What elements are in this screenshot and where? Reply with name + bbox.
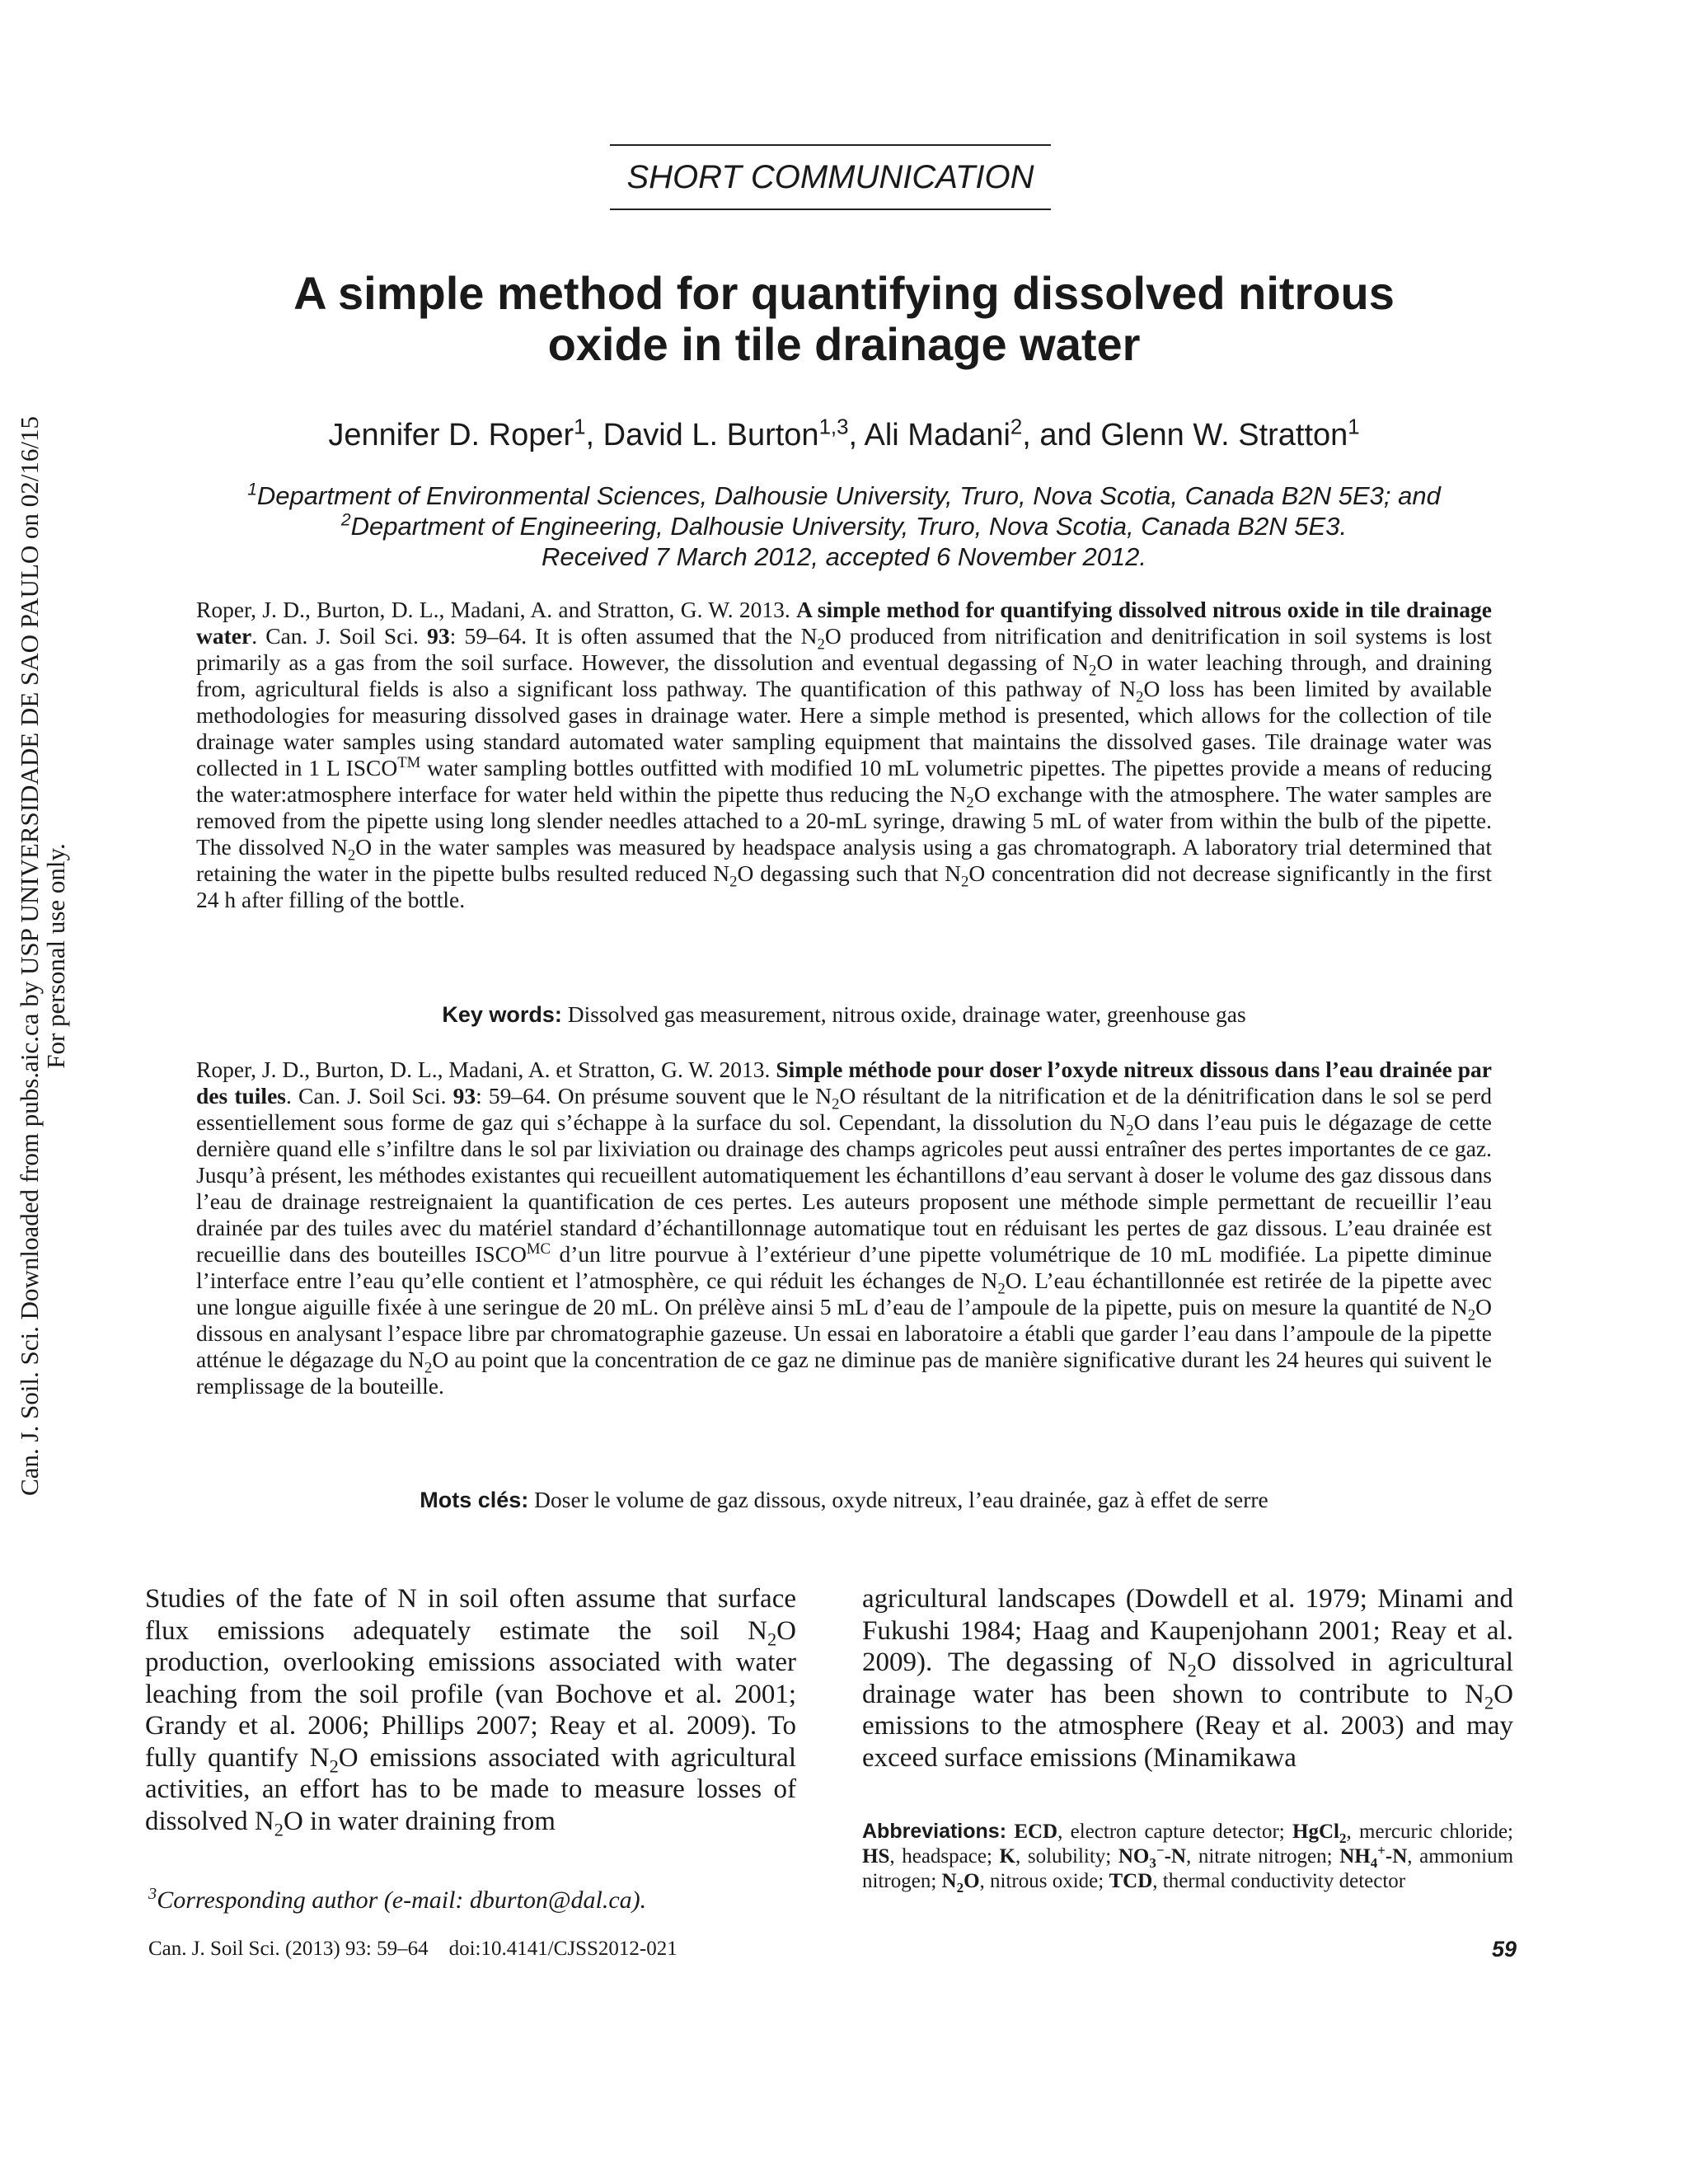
received-dates: Received 7 March 2012, accepted 6 November 2012.: [541, 542, 1147, 571]
corresponding-author-footnote: [148, 1886, 824, 1915]
title-line-1: A simple method for quantifying dissolved nitrous: [293, 267, 1395, 319]
affiliation-mark: 1: [574, 415, 586, 439]
abstract-french: Roper, J. D., Burton, D. L., Madani, A. et Stratton, G. W. 2013. Simple méthode pour doser l’oxyde nitreux dissous dans l’eau drainée par des tuiles. Can. J. Soil Sci. 93: 59–64. On présume souvent que le $N_2O$ résultant de la nitrification et de la dénitrification dans le sol se perd essentiellement sous forme de gaz qui s’échappe à la surface du sol. Cependant, la dissolution du $N_2O$ dans l’eau puis le dégazage de cette dernière quand elle s’infiltre dans le sol par lixiviation ou drainage des champs agricoles peut aussi entraîner des pertes importantes de ce gaz. Jusqu’à présent, les méthodes existantes qui recueillent automatiquement les échantillons d’eau servant à doser le volume des gaz dissous dans l’eau de drainage restreignaient la quantification de ces pertes. Les auteurs proposent une méthode simple permettant de recueillir l’eau drainée par des tuiles avec du matériel standard d’échantillonnage automatique tout en réduisant les pertes de gaz dissous. L’eau drainée est recueillie dans des bouteilles $ISCO^{MC}$ d’un litre pourvue à l’extérieur d’une pipette volumétrique de 10 mL modifiée. La pipette diminue l’interface entre l’eau qu’elle contient et l’atmosphère, ce qui réduit les échanges de $N_2O$. L’eau échantillonnée est retirée de la pipette avec une longue aiguille fixée à une seringue de 20 mL. On prélève ainsi 5 mL d’eau de l’ampoule de la pipette, puis on mesure la quantité de $N_2O$ dissous en analysant l’espace libre par chromatographie gazeuse. Un essai en laboratoire a établi que garder l’eau dans l’ampoule de la pipette atténue le dégazage du $N_2O$ au point que la concentration de ce gaz ne diminue pas de manière significative durant les 24 heures qui suivent le remplissage de la bouteille.: [196, 1057, 1493, 1399]
keywords-english: [196, 1001, 1492, 1029]
abbreviations-box: Abbreviations: ECD, electron capture detector; HgCl$_2$, mercuric chloride; HS, headspace; K, solubility; $NO_3^--N$, nitrate nitrogen; $NH_4^+-N$, ammonium nitrogen; $N_2O$, nitrous oxide; TCD, thermal conductivity detector: [862, 1820, 1514, 1896]
volume: 93: [427, 623, 450, 649]
affiliation-mark: 1,3: [818, 415, 849, 439]
author-list: Jennifer D. Roper$^1$, David L. Burton$^{1,3}$, Ali Madani$^2$, and Glenn W. Stratton$^1$: [328, 415, 1360, 452]
body-column-right: agricultural landscapes (Dowdell et al. 1979; Minami and Fukushi 1984; Haag and Kaupenjohann 2001; Reay et al. 2009). The degassing of $N_2O$ dissolved in agricultural drainage water has been shown to contribute to $N_2O$ emissions to the atmosphere (Reay et al. 2003) and may exceed surface emissions (Minamikawa: [862, 1584, 1514, 1773]
section-header: [610, 144, 1051, 210]
keywords-french: [196, 1486, 1492, 1514]
author-name: Ali Madani: [864, 418, 1010, 452]
author-name: Jennifer D. Roper: [328, 418, 574, 452]
keywords-text: Dissolved gas measurement, nitrous oxide, drainage water, greenhouse gas: [561, 1001, 1246, 1027]
affiliation-mark: 2: [1010, 415, 1023, 439]
download-sidebar: [16, 297, 99, 1615]
section-label: SHORT COMMUNICATION: [626, 159, 1034, 195]
download-notice: Can. J. Soil. Sci. Downloaded from pubs.aic.ca by USP UNIVERSIDADE DE SAO PAULO on 02/16/15: [15, 416, 44, 1496]
keywords-label: Key words:: [442, 1002, 562, 1027]
author-name: David L. Burton: [603, 418, 819, 452]
footnote-text: Corresponding author (e-mail: dburton@dal.ca).: [157, 1886, 647, 1914]
affiliation-1: $^1$Department of Environmental Sciences, Dalhousie University, Truro, Nova Scotia, Canada B2N 5E3; and: [247, 480, 1441, 510]
keywords-text: Doser le volume de gaz dissous, oxyde nitreux, l’eau drainée, gaz à effet de serre: [528, 1487, 1268, 1512]
affiliation-2: $^2$Department of Engineering, Dalhousie University, Truro, Nova Scotia, Canada B2N 5E3.: [340, 510, 1348, 541]
footer-citation: Can. J. Soil Sci. (2013) 93: 59–64 doi:10.4141/CJSS2012-021: [148, 1938, 678, 1960]
personal-use-notice: For personal use only.: [41, 843, 70, 1069]
footnote-mark: 3: [148, 1885, 157, 1903]
page-number: 59: [1491, 1937, 1517, 1961]
affiliations: [165, 480, 1523, 572]
abstract-english: Roper, J. D., Burton, D. L., Madani, A. and Stratton, G. W. 2013. A simple method for quantifying dissolved nitrous oxide in tile drainage water. Can. J. Soil Sci. 93: 59–64. It is often assumed that the $N_2O$ produced from nitrification and denitrification in soil systems is lost primarily as a gas from the soil surface. However, the dissolution and eventual degassing of $N_2O$ in water leaching through, and draining from, agricultural fields is also a significant loss pathway. The quantification of this pathway of $N_2O$ loss has been limited by available methodologies for measuring dissolved gases in drainage water. Here a simple method is presented, which allows for the collection of tile drainage water samples using standard automated water sampling equipment that maintains the dissolved gases. Tile drainage water was collected in 1 L ISCO™ water sampling bottles outfitted with modified 10 mL volumetric pipettes. The pipettes provide a means of reducing the water:atmosphere interface for water held within the pipette thus reducing the $N_2O$ exchange with the atmosphere. The water samples are removed from the pipette using long slender needles attached to a 20-mL syringe, drawing 5 mL of water from within the bulb of the pipette. The dissolved $N_2O$ in the water samples was measured by headspace analysis using a gas chromatograph. A laboratory trial determined that retaining the water in the pipette bulbs resulted reduced $N_2O$ degassing such that $N_2O$ concentration did not decrease significantly in the first 24 h after filling of the bottle.: [196, 597, 1493, 912]
author-name: Glenn W. Stratton: [1100, 418, 1348, 452]
title-line-2: oxide in tile drainage water: [547, 318, 1141, 370]
abbreviations-label: Abbreviations:: [862, 1820, 1007, 1843]
body-column-left: Studies of the fate of N in soil often assume that surface flux emissions adequately estimate the soil $N_2O$ production, overlooking emissions associated with water leaching from the soil profile (van Bochove et al. 2001; Grandy et al. 2006; Phillips 2007; Reay et al. 2009). To fully quantify $N_2O$ emissions associated with agricultural activities, an effort has to be made to measure losses of dissolved $N_2O$ in water draining from: [145, 1584, 796, 1840]
volume: 93: [452, 1083, 476, 1108]
keywords-label: Mots clés:: [420, 1488, 529, 1512]
abstract-title: A simple method for quantifying dissolved nitrous oxide in tile drainage water: [196, 597, 1492, 649]
article-title: [181, 268, 1507, 370]
abstract-title: Simple méthode pour doser l’oxyde nitreux dissous dans l’eau drainée par des tuiles: [196, 1057, 1493, 1108]
affiliation-mark: 1: [1348, 415, 1360, 439]
